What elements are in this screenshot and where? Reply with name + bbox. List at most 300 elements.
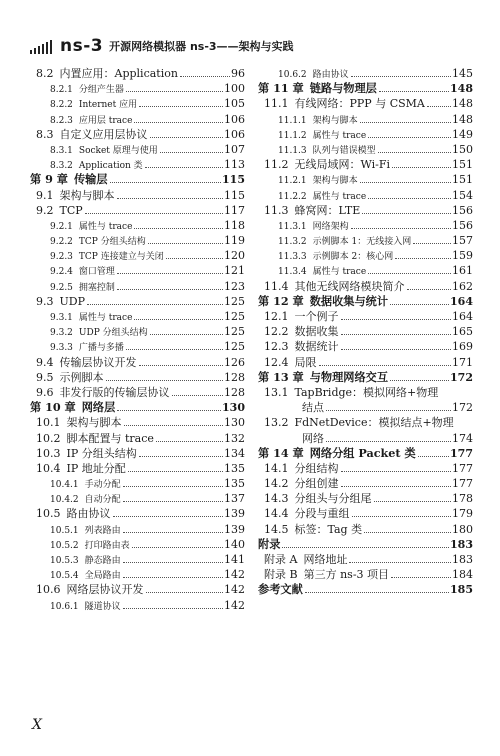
toc-entry-text: 有线网络：PPP 与 CSMA (294, 97, 425, 111)
leader-dots (368, 198, 451, 199)
toc-entry (258, 446, 473, 461)
toc-entry-title (258, 279, 406, 294)
toc-entry-text: 数据统计 (294, 340, 339, 354)
leader-dots (134, 319, 223, 320)
toc-entry-number: 9.2.2 (50, 237, 73, 248)
toc-page-number: 120 (224, 249, 245, 263)
leader-dots (123, 562, 223, 563)
toc-entry-title (30, 385, 171, 400)
leader-dots (117, 410, 221, 411)
toc-entry-text: 架构与脚本 (312, 115, 358, 126)
toc-entry-number: 附录 B (264, 568, 298, 582)
toc-entry-text: 属性与 trace (312, 130, 367, 141)
toc-entry-title (258, 522, 363, 537)
toc-entry-number: 8.3 (36, 127, 54, 141)
toc-entry-number: 8.2 (36, 67, 54, 80)
toc-page-number: 118 (224, 218, 245, 232)
toc-entry-title (30, 66, 179, 81)
toc-entry-number: 8.3.1 (50, 145, 73, 156)
leader-dots (427, 106, 451, 107)
toc-page-number: 159 (452, 249, 473, 263)
toc-entry-text: 架构与脚本 (66, 416, 122, 430)
toc-entry (258, 415, 473, 430)
leader-dots (113, 516, 224, 517)
toc-entry-text: 示例脚本 (59, 370, 104, 384)
toc-entry (30, 248, 245, 263)
toc-entry-number: 11.3.3 (278, 252, 307, 263)
toc-page-number: 183 (452, 553, 473, 566)
toc-entry-number: 8.3.2 (50, 161, 73, 172)
toc-entry (258, 355, 473, 370)
toc-entry (30, 567, 245, 582)
toc-page-number: 149 (452, 127, 473, 141)
toc-entry-number: 14.3 (264, 492, 289, 506)
toc-entry (258, 188, 473, 203)
leader-dots (341, 334, 452, 335)
toc-entry-text: 手动分配 (84, 480, 121, 491)
toc-entry-number: 第 13 章 (258, 369, 304, 384)
toc-entry (258, 370, 473, 385)
leader-dots (85, 213, 223, 214)
toc-entry (30, 96, 245, 111)
toc-entry-title (258, 96, 426, 111)
toc-entry-text: 静态路由 (84, 556, 121, 566)
leader-dots (128, 471, 223, 472)
leader-dots (117, 198, 224, 199)
toc-entry-number: 10.6.2 (278, 70, 307, 80)
toc-entry-text: 非发行版的传输层协议 (59, 385, 170, 399)
toc-page-number: 169 (452, 340, 473, 354)
toc-entry-title (30, 431, 155, 446)
toc-entry-text: 蜂窝网：LTE (294, 203, 361, 217)
toc-entry-title (30, 326, 149, 341)
leader-dots (160, 152, 223, 153)
leader-dots (156, 441, 223, 442)
toc-entry-text: 属性与 trace (312, 267, 367, 278)
toc-entry-text: 路由协议 (66, 507, 111, 521)
toc-entry (258, 248, 473, 263)
toc-entry-text: 全局路由 (84, 571, 121, 582)
toc-page-number: 156 (452, 218, 473, 232)
toc-entry-title (258, 506, 351, 521)
toc-page-number: 178 (452, 492, 473, 506)
toc-entry-text: 属性与 trace (312, 191, 367, 202)
toc-entry-text: 隧道协议 (84, 601, 121, 612)
toc-entry (258, 400, 473, 415)
toc-entry-title (258, 567, 390, 582)
toc-entry-title (30, 220, 133, 235)
toc-entry-number: 12.1 (264, 310, 289, 323)
toc-entry-number: 8.2.3 (50, 115, 73, 126)
toc-entry-text: 分段与重组 (294, 507, 350, 521)
leader-dots (172, 395, 224, 396)
leader-dots (132, 547, 223, 548)
toc-entry-text: UDP (59, 294, 85, 308)
toc-page-number: 132 (224, 431, 245, 445)
toc-entry-title (30, 265, 116, 280)
toc-entry (30, 552, 245, 567)
toc-page-number: 180 (452, 522, 473, 536)
toc-entry (258, 203, 473, 218)
toc-entry-title (30, 98, 138, 113)
toc-page-number: 106 (224, 112, 245, 126)
toc-entry-text: 窗口管理 (78, 267, 115, 278)
toc-page-number: 154 (452, 188, 473, 202)
leader-dots (123, 501, 223, 502)
leader-dots (391, 577, 451, 578)
toc-entry (258, 263, 473, 278)
toc-page-number: 106 (224, 127, 245, 141)
toc-entry-title (30, 582, 145, 597)
toc-entry (30, 537, 245, 552)
toc-page-number: 137 (224, 492, 245, 506)
toc-entry-text: 网络分组 Packet 类 (309, 445, 416, 460)
toc-entry-text: 内置应用：Application (59, 67, 178, 80)
toc-entry-title (30, 250, 165, 265)
toc-entry-text: 打印路由表 (84, 540, 130, 551)
toc-entry-text: 数据收集与统计 (309, 293, 389, 308)
toc-entry-title (258, 355, 318, 370)
toc-entry-text: UDP 分组头结构 (78, 328, 148, 339)
running-header (30, 36, 294, 54)
toc-entry-title (258, 235, 412, 250)
toc-page-number: 142 (224, 583, 245, 597)
toc-entry-title (258, 129, 367, 144)
toc-entry-title (258, 491, 373, 506)
toc-page-number: 117 (224, 203, 245, 217)
leader-dots (134, 228, 223, 229)
toc-page-number: 157 (452, 234, 473, 248)
toc-page-number: 142 (224, 598, 245, 612)
toc-page-number: 150 (452, 142, 473, 156)
leader-dots (360, 182, 451, 183)
toc-entry-number: 第 12 章 (258, 293, 304, 308)
toc-entry (258, 309, 473, 324)
toc-entry-title (258, 250, 394, 265)
toc-entry-number: 13.1 (264, 385, 289, 399)
toc-page-number: 139 (224, 522, 245, 536)
toc-entry-number: 8.2.1 (50, 85, 73, 96)
toc-page-number: 172 (450, 370, 473, 384)
toc-entry (258, 127, 473, 142)
toc-entry (30, 157, 245, 172)
toc-entry (30, 400, 245, 415)
toc-entry-title (258, 174, 359, 189)
toc-entry-number: 10.5 (36, 507, 61, 521)
toc-page-number: 164 (450, 294, 473, 308)
toc-entry-number: 9.6 (36, 385, 54, 399)
leader-dots (148, 243, 223, 244)
toc-page-number: 123 (224, 279, 245, 293)
toc-entry (30, 188, 245, 203)
toc-entry-number: 11.3.2 (278, 237, 307, 248)
toc-entry (30, 431, 245, 446)
toc-page-number: 171 (452, 355, 473, 369)
toc-entry (258, 66, 473, 81)
toc-entry-text: 分组创建 (294, 477, 339, 491)
leader-dots (305, 592, 449, 593)
toc-entry (30, 112, 245, 127)
toc-entry (258, 96, 473, 111)
toc-entry-text: 其他无线网络模块简介 (294, 279, 405, 293)
leader-dots (418, 456, 449, 457)
toc-entry-number: 14.1 (264, 461, 289, 475)
toc-entry-number: 9.2.4 (50, 267, 73, 278)
toc-entry (258, 461, 473, 476)
toc-entry-text: Application 类 (78, 161, 143, 172)
toc-entry-number: 8.2.2 (50, 100, 73, 111)
toc-entry-title (30, 203, 84, 218)
toc-entry-title (30, 355, 138, 370)
toc-entry-number: 10.2 (36, 431, 61, 445)
toc-entry-text: 网络层 (81, 400, 116, 415)
toc-entry-number: 9.3.1 (50, 313, 73, 323)
toc-entry (258, 142, 473, 157)
leader-dots (139, 365, 224, 366)
toc-entry-number: 10.6.1 (50, 601, 79, 612)
toc-page-number: 119 (224, 234, 245, 248)
leader-dots (145, 167, 223, 168)
toc-entry-title (30, 311, 133, 326)
toc-entry-number: 11.3.1 (278, 221, 307, 232)
toc-entry-number: 11.1 (264, 97, 289, 111)
toc-entry-number: 14.2 (264, 477, 289, 491)
leader-dots (407, 289, 452, 290)
toc-page-number: 183 (450, 537, 473, 551)
toc-page-number: 148 (452, 112, 473, 126)
toc-page-number: 184 (452, 568, 473, 582)
toc-entry-text: 队列与错误模型 (312, 145, 376, 156)
toc-entry (30, 446, 245, 461)
toc-entry-text: 架构与脚本 (312, 176, 358, 187)
toc-entry (258, 476, 473, 491)
leader-dots (87, 304, 223, 305)
leader-dots (124, 425, 224, 426)
toc-entry-title (30, 294, 86, 309)
toc-entry (30, 66, 245, 81)
toc-entry-number: 11.1.1 (278, 115, 307, 126)
toc-entry (258, 385, 473, 400)
toc-page-number: 113 (224, 158, 245, 172)
toc-entry-title (258, 81, 378, 96)
toc-page-number: 177 (452, 461, 473, 475)
toc-entry-number: 9.3 (36, 294, 54, 308)
toc-entry-text: 传输层协议开发 (59, 355, 137, 369)
toc-entry-number: 9.2.1 (50, 221, 73, 232)
toc-entry (30, 582, 245, 597)
toc-entry (30, 506, 245, 521)
toc-entry-title (30, 446, 138, 461)
toc-entry (30, 324, 245, 339)
toc-entry (30, 142, 245, 157)
toc-page-number: 162 (452, 279, 473, 293)
leader-dots (326, 410, 451, 411)
toc-entry-number: 10.6 (36, 583, 61, 597)
toc-page-number: 135 (224, 461, 245, 475)
toc-page-number: 125 (224, 340, 245, 354)
toc-entry-text: 分组结构 (294, 461, 339, 475)
toc-entry (30, 476, 245, 491)
toc-entry-text: 结点 (302, 401, 324, 415)
toc-entry (30, 172, 245, 187)
leader-dots (341, 349, 452, 350)
toc-entry (30, 81, 245, 96)
leader-dots (364, 532, 451, 533)
toc-entry-title (30, 539, 131, 554)
toc-entry-number: 9.4 (36, 355, 54, 369)
toc-entry (258, 218, 473, 233)
toc-entry-title (258, 324, 340, 339)
toc-page-number: 142 (224, 568, 245, 582)
toc-page-number: 177 (452, 477, 473, 491)
toc-entry (30, 385, 245, 400)
leader-dots (413, 243, 451, 244)
toc-entry (30, 203, 245, 218)
toc-entry-number: 14.5 (264, 522, 289, 536)
toc-entry-title (258, 114, 359, 129)
toc-entry-number: 11.2 (264, 158, 289, 172)
toc-entry-text: 广播与多播 (78, 343, 124, 354)
toc-entry-number: 10.5.3 (50, 556, 79, 566)
toc-entry-number: 11.1.3 (278, 145, 307, 156)
toc-entry (258, 279, 473, 294)
toc-entry-number: 10.5.2 (50, 540, 79, 551)
toc-entry-number: 9.2 (36, 203, 54, 217)
toc-entry-text: 网络地址 (303, 553, 348, 566)
leader-dots (123, 608, 223, 609)
toc-entry-number: 第 14 章 (258, 445, 304, 460)
toc-entry (30, 415, 245, 430)
leader-dots (117, 273, 223, 274)
toc-entry-title (258, 431, 325, 446)
leader-dots (180, 76, 230, 77)
toc-entry (258, 522, 473, 537)
toc-entry-title (258, 203, 361, 218)
toc-page-number: 140 (224, 537, 245, 551)
toc-entry (258, 81, 473, 96)
toc-page-number: 125 (224, 294, 245, 308)
leader-dots (123, 532, 223, 533)
leader-dots (106, 380, 224, 381)
toc-entry-title (258, 370, 389, 385)
toc-entry-number: 9.3.3 (50, 343, 73, 354)
toc-entry-text: 示例脚本 2：核心网 (312, 252, 394, 263)
toc-entry-text: Internet 应用 (78, 100, 138, 111)
toc-entry-number: 9.3.2 (50, 328, 73, 339)
toc-entry-title (258, 446, 417, 461)
toc-entry-text: 网络 (302, 431, 324, 445)
toc-entry (258, 431, 473, 446)
leader-dots (126, 349, 223, 350)
toc-page-number: 107 (224, 142, 245, 156)
toc-entry-title (30, 524, 122, 539)
toc-entry-title (30, 415, 123, 430)
toc-entry (258, 491, 473, 506)
toc-entry-text: 第三方 ns-3 项目 (303, 568, 390, 582)
leader-dots (123, 577, 223, 578)
toc-page-number: 177 (450, 446, 473, 460)
toc-entry-number: 10.4.1 (50, 480, 79, 491)
leader-dots (134, 122, 223, 123)
leader-dots (326, 441, 451, 442)
toc-entry-number: 12.3 (264, 340, 289, 354)
toc-entry-number: 9.2.3 (50, 252, 73, 263)
toc-entry-number: 9.2.5 (50, 282, 73, 293)
leader-dots (360, 122, 451, 123)
toc-entry-text: 数据收集 (294, 325, 339, 339)
toc-entry (258, 567, 473, 582)
toc-entry-text: 局限 (294, 355, 317, 369)
toc-entry-number: 10.1 (36, 416, 61, 430)
toc-page-number: 151 (452, 158, 473, 172)
toc-entry-title (30, 188, 116, 203)
toc-entry-number: 11.1.2 (278, 130, 307, 141)
toc-page-number: 172 (452, 401, 473, 415)
leader-dots (351, 76, 451, 77)
toc-page-number: 125 (224, 325, 245, 339)
leader-dots (150, 334, 223, 335)
toc-entry-title (258, 461, 340, 476)
toc-entry-title (258, 476, 340, 491)
leader-dots (341, 319, 452, 320)
toc-page-number: 126 (224, 355, 245, 369)
toc-entry (30, 263, 245, 278)
toc-entry-title (258, 582, 304, 597)
toc-entry-title (30, 600, 122, 615)
toc-entry (30, 127, 245, 142)
toc-entry-number: 10.5.1 (50, 525, 79, 536)
toc-entry-number: 10.5.4 (50, 571, 79, 582)
toc-entry-title (258, 552, 348, 567)
toc-page-number: 141 (224, 553, 245, 566)
leader-dots (123, 486, 223, 487)
toc-entry (258, 294, 473, 309)
toc-page-number: 96 (231, 67, 245, 80)
toc-entry-text: 脚本配置与 trace (66, 431, 154, 445)
toc-right-column (258, 66, 473, 598)
toc-page-number: 151 (452, 173, 473, 187)
toc-entry (30, 461, 245, 476)
toc-entry-title (30, 83, 125, 98)
leader-dots (349, 562, 451, 563)
leader-dots (341, 486, 452, 487)
toc-entry-text: 拥塞控制 (78, 282, 115, 293)
leader-dots (117, 289, 223, 290)
toc-page-number: 148 (452, 97, 473, 111)
toc-entry (30, 294, 245, 309)
toc-entry-text: 传输层 (73, 172, 108, 187)
toc-entry-text: 路由协议 (312, 70, 349, 80)
brand-logo: ns-3 (60, 36, 104, 56)
toc-entry-text: 属性与 trace (78, 313, 133, 323)
leader-dots (126, 91, 223, 92)
leader-dots (150, 137, 224, 138)
toc-entry-text: 参考文献 (258, 582, 303, 597)
toc-entry-text: 示例脚本 1：无线接入网 (312, 237, 412, 248)
toc-page-number: 164 (452, 310, 473, 323)
toc-page-number: 174 (452, 431, 473, 445)
leader-dots (379, 91, 449, 92)
toc-entry-number: 12.4 (264, 355, 289, 369)
toc-entry-number: 11.4 (264, 279, 289, 293)
toc-entry-title (30, 478, 122, 493)
toc-entry (258, 324, 473, 339)
toc-page-number: 128 (224, 370, 245, 384)
toc-entry-number: 10.3 (36, 446, 61, 460)
toc-entry-text: 自动分配 (84, 495, 121, 506)
toc-entry-title (258, 339, 340, 354)
toc-entry-number: 14.4 (264, 507, 289, 521)
